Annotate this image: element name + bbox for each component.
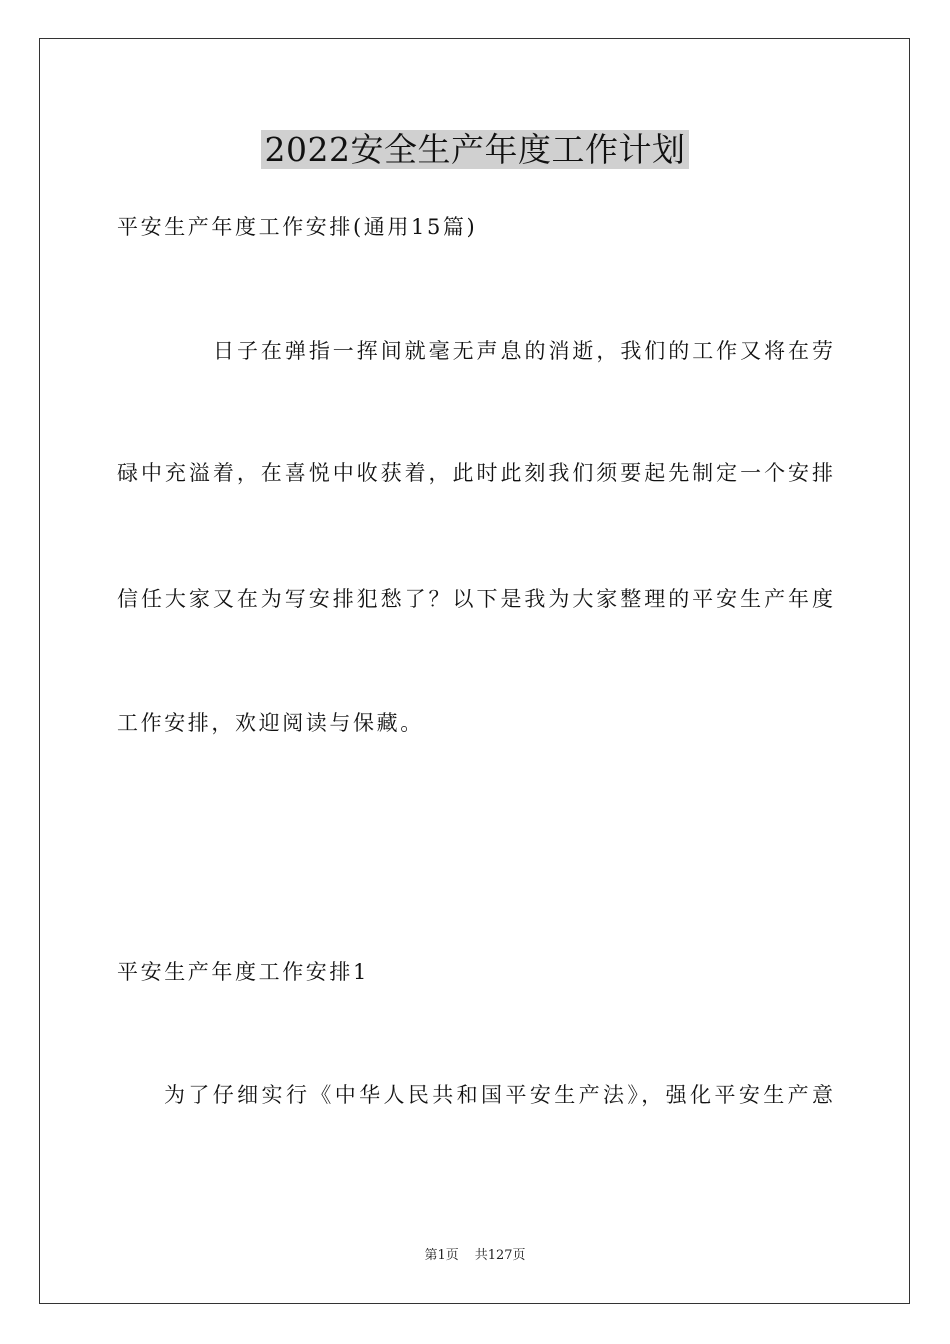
document-title	[0, 128, 950, 172]
intro-line-3: 信任大家又在为写安排犯愁了？以下是我为大家整理的平安生产年度	[117, 587, 833, 611]
section-first-line: 为了仔细实行《中华人民共和国平安生产法》，强化平安生产意	[164, 1083, 833, 1107]
page-footer	[0, 1247, 950, 1265]
document-title-text: 2022安全生产年度工作计划	[261, 130, 690, 169]
intro-line-2: 碌中充溢着，在喜悦中收获着，此时此刻我们须要起先制定一个安排	[117, 461, 833, 485]
page-number: 第1页	[424, 1248, 459, 1263]
section-heading: 平安生产年度工作安排1	[117, 960, 369, 984]
page-total: 共127页	[474, 1248, 526, 1263]
intro-line-4: 工作安排，欢迎阅读与保藏。	[117, 711, 424, 735]
document-subtitle: 平安生产年度工作安排(通用15篇)	[117, 215, 478, 239]
intro-line-1: 日子在弹指一挥间就毫无声息的消逝，我们的工作又将在劳	[213, 339, 833, 363]
